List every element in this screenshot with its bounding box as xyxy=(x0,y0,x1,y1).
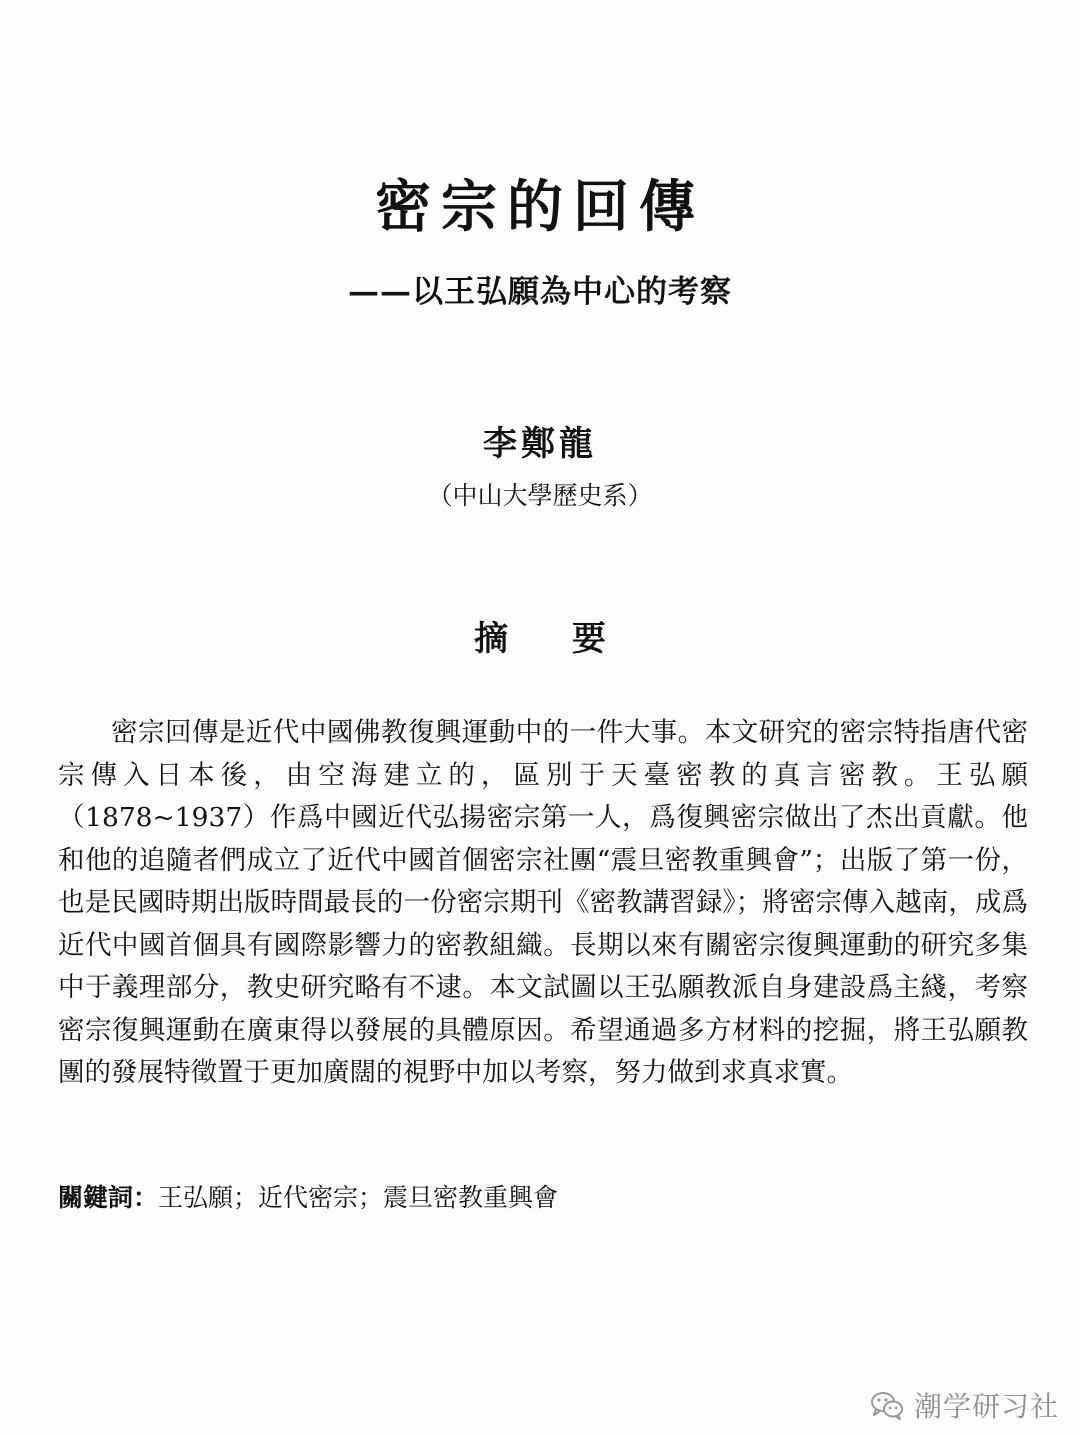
keywords xyxy=(58,1178,1028,1218)
author-affiliation: （中山大學歷史系） xyxy=(427,481,653,510)
paper-subtitle: ——以王弘願為中心的考察 xyxy=(348,274,732,310)
watermark-text: 潮学研习社 xyxy=(914,1390,1060,1423)
keywords-label: 關鍵詞： xyxy=(58,1183,159,1212)
keywords-value: 王弘願；近代密宗；震旦密教重興會 xyxy=(158,1183,559,1212)
abstract-heading: 摘 要 xyxy=(474,619,632,659)
watermark xyxy=(870,1385,1059,1425)
abstract-body: 密宗回傳是近代中國佛教復興運動中的一件大事。本文研究的密宗特指唐代密宗傳入日本後，由空海建立的，區別于天臺密教的真言密教。王弘願（1878~1937）作爲中國近代弘揚密宗第一人，爲復興密宗做出了杰出貢獻。他和他的追隨者們成立了近代中國首個密宗社團“震旦密教重興會”；出版了第一份，也是民國時期出版時間最長的一份密宗期刊《密教講習録》；將密宗傳入越南，成爲近代中國首個具有國際影響力的密教組織。長期以來有關密宗復興運動的研究多集中于義理部分，教史研究略有不逮。本文試圖以王弘願教派自身建設爲主綫，考察密宗復興運動在廣東得以發展的具體原因。希望通過多方材料的挖掘，將王弘願教團的發展特徵置于更加廣闊的視野中加以考察，努力做到求真求實。 xyxy=(58,717,1028,1088)
author-name: 李鄭龍 xyxy=(483,424,597,464)
wechat-icon xyxy=(870,1390,904,1420)
paper-title: 密宗的回傳 xyxy=(375,174,705,240)
